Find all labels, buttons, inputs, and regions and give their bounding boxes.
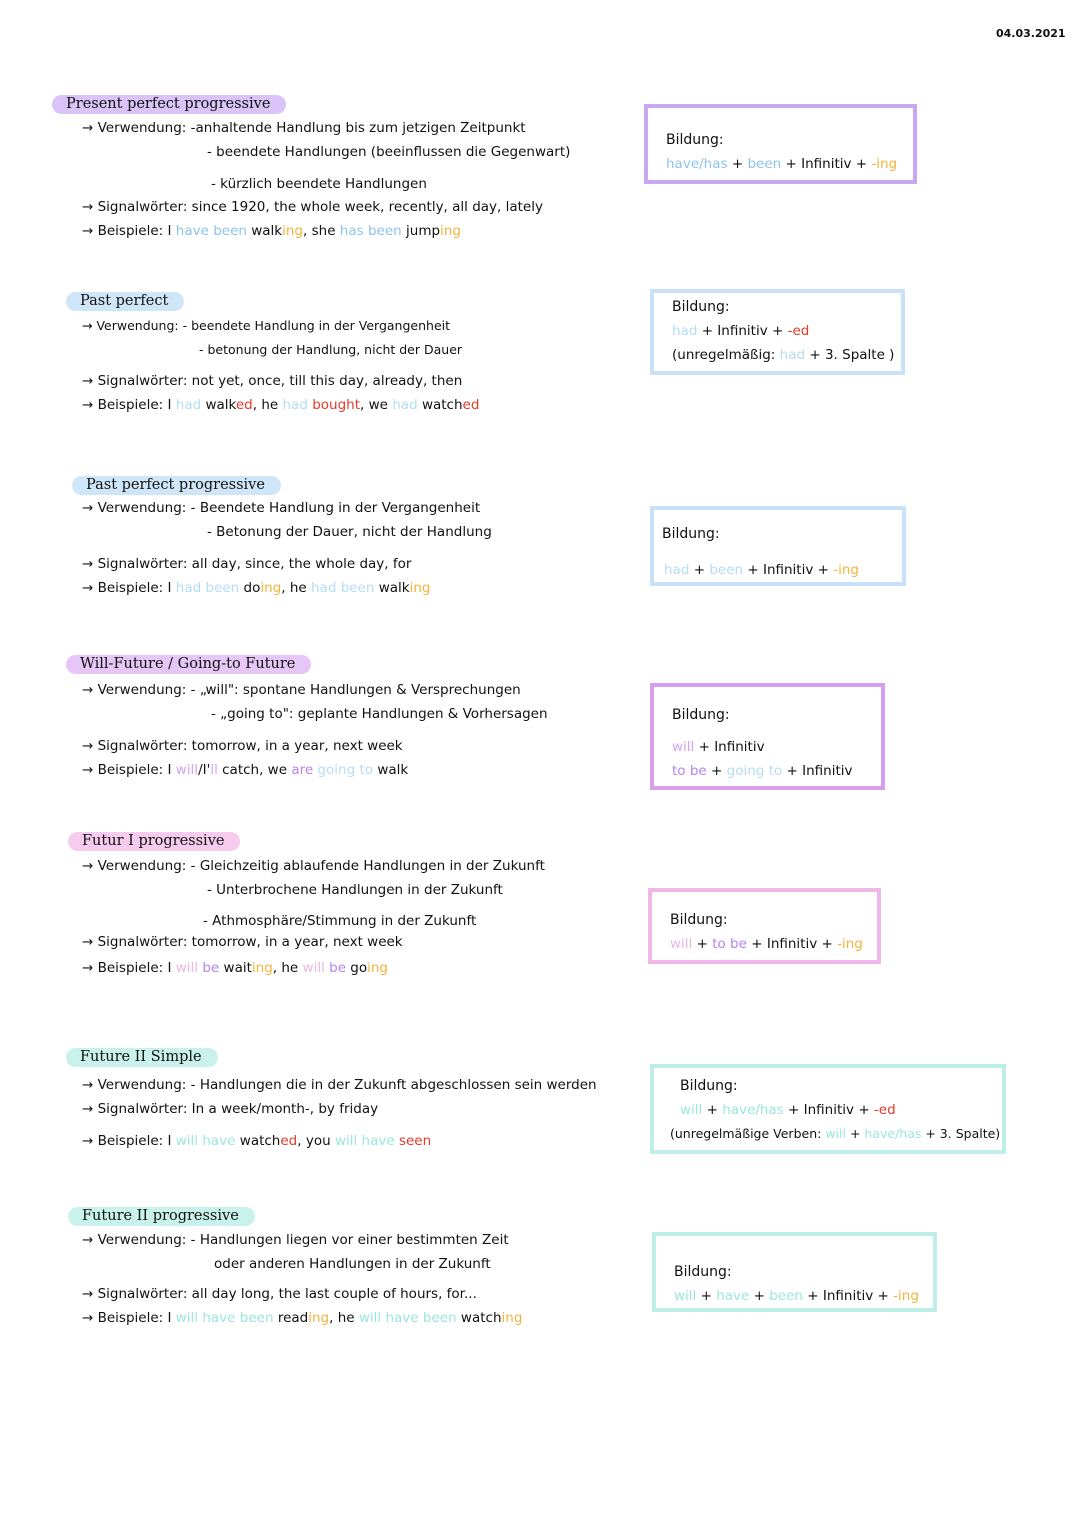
bildung-formula: have/has + been + Infinitiv + -ing: [666, 156, 898, 172]
bildung-box: [650, 506, 906, 586]
bildung-formula: had + Infinitiv + -ed: [672, 323, 810, 339]
verwendung-line: → Verwendung: - Beendete Handlung in der Vergangenheit: [82, 500, 481, 516]
bildung-title: Bildung:: [670, 912, 728, 928]
verwendung-line: oder anderen Handlungen in der Zukunft: [214, 1256, 491, 1272]
verwendung-line: → Verwendung: - „will": spontane Handlungen & Versprechungen: [82, 682, 521, 698]
signalwoerter-line: → Signalwörter: tomorrow, in a year, next week: [82, 738, 403, 754]
verwendung-line: - betonung der Handlung, nicht der Dauer: [199, 342, 463, 357]
bildung-title: Bildung:: [680, 1078, 738, 1094]
bildung-box: [650, 289, 905, 375]
bildung-formula-going-to: to be + going to + Infinitiv: [672, 763, 853, 779]
verwendung-line: → Verwendung: - Gleichzeitig ablaufende Handlungen in der Zukunft: [82, 858, 545, 874]
date-label: 04.03.2021: [996, 27, 1066, 40]
beispiele-line: → Beispiele: I will/I'll catch, we are going to walk: [82, 762, 409, 778]
beispiele-line: → Beispiele: I will have watched, you will have seen: [82, 1133, 432, 1149]
section-title: Future II Simple: [66, 1048, 218, 1067]
signalwoerter-line: → Signalwörter: all day, since, the whole day, for: [82, 556, 412, 572]
section-title: Past perfect progressive: [72, 476, 281, 495]
verwendung-line: - Athmosphäre/Stimmung in der Zukunft: [203, 913, 477, 929]
verwendung-line: → Verwendung: - Handlungen die in der Zukunft abgeschlossen sein werden: [82, 1077, 597, 1093]
bildung-formula: will + have/has + Infinitiv + -ed: [680, 1102, 896, 1118]
bildung-formula: will + to be + Infinitiv + -ing: [670, 936, 863, 952]
signalwoerter-line: → Signalwörter: not yet, once, till this day, already, then: [82, 373, 463, 389]
bildung-title: Bildung:: [662, 526, 720, 542]
section-title: Present perfect progressive: [52, 95, 286, 114]
beispiele-line: → Beispiele: I had been doing, he had been walking: [82, 580, 431, 596]
signalwoerter-line: → Signalwörter: all day long, the last couple of hours, for...: [82, 1286, 477, 1302]
bildung-title: Bildung:: [672, 299, 730, 315]
verwendung-line: → Verwendung: -anhaltende Handlung bis zum jetzigen Zeitpunkt: [82, 120, 526, 136]
signalwoerter-line: → Signalwörter: In a week/month-, by friday: [82, 1101, 379, 1117]
bildung-box: [650, 1064, 1006, 1154]
bildung-box: [644, 104, 917, 184]
section-title: Will-Future / Going-to Future: [66, 655, 311, 674]
verwendung-line: - „going to": geplante Handlungen & Vorhersagen: [211, 706, 548, 722]
beispiele-line: → Beispiele: I have been walking, she has been jumping: [82, 223, 461, 239]
verwendung-line: - beendete Handlungen (beeinflussen die Gegenwart): [207, 144, 571, 160]
bildung-formula-irregular: (unregelmäßig: had + 3. Spalte ): [672, 347, 895, 363]
section-title: Future II progressive: [68, 1207, 255, 1226]
signalwoerter-line: → Signalwörter: tomorrow, in a year, next week: [82, 934, 403, 950]
bildung-box: [650, 683, 885, 790]
section-title: Past perfect: [66, 292, 184, 311]
verwendung-line: - Betonung der Dauer, nicht der Handlung: [207, 524, 492, 540]
signalwoerter-line: → Signalwörter: since 1920, the whole week, recently, all day, lately: [82, 199, 543, 215]
beispiele-line: → Beispiele: I had walked, he had bought, we had watched: [82, 397, 480, 413]
bildung-formula-irregular: (unregelmäßige Verben: will + have/has + 3. Spalte): [670, 1126, 1001, 1141]
verwendung-line: - kürzlich beendete Handlungen: [211, 176, 427, 192]
bildung-formula: had + been + Infinitiv + -ing: [664, 562, 859, 578]
bildung-title: Bildung:: [674, 1264, 732, 1280]
verwendung-line: → Verwendung: - beendete Handlung in der Vergangenheit: [82, 318, 451, 333]
bildung-title: Bildung:: [666, 132, 724, 148]
verwendung-line: - Unterbrochene Handlungen in der Zukunft: [207, 882, 503, 898]
beispiele-line: → Beispiele: I will have been reading, he will have been watching: [82, 1310, 523, 1326]
verwendung-line: → Verwendung: - Handlungen liegen vor einer bestimmten Zeit: [82, 1232, 509, 1248]
bildung-formula: will + have + been + Infinitiv + -ing: [674, 1288, 919, 1304]
beispiele-line: → Beispiele: I will be waiting, he will be going: [82, 960, 389, 976]
bildung-box: [652, 1232, 937, 1312]
bildung-title: Bildung:: [672, 707, 730, 723]
section-title: Futur I progressive: [68, 832, 240, 851]
bildung-formula: will + Infinitiv: [672, 739, 765, 755]
bildung-box: [648, 888, 881, 964]
